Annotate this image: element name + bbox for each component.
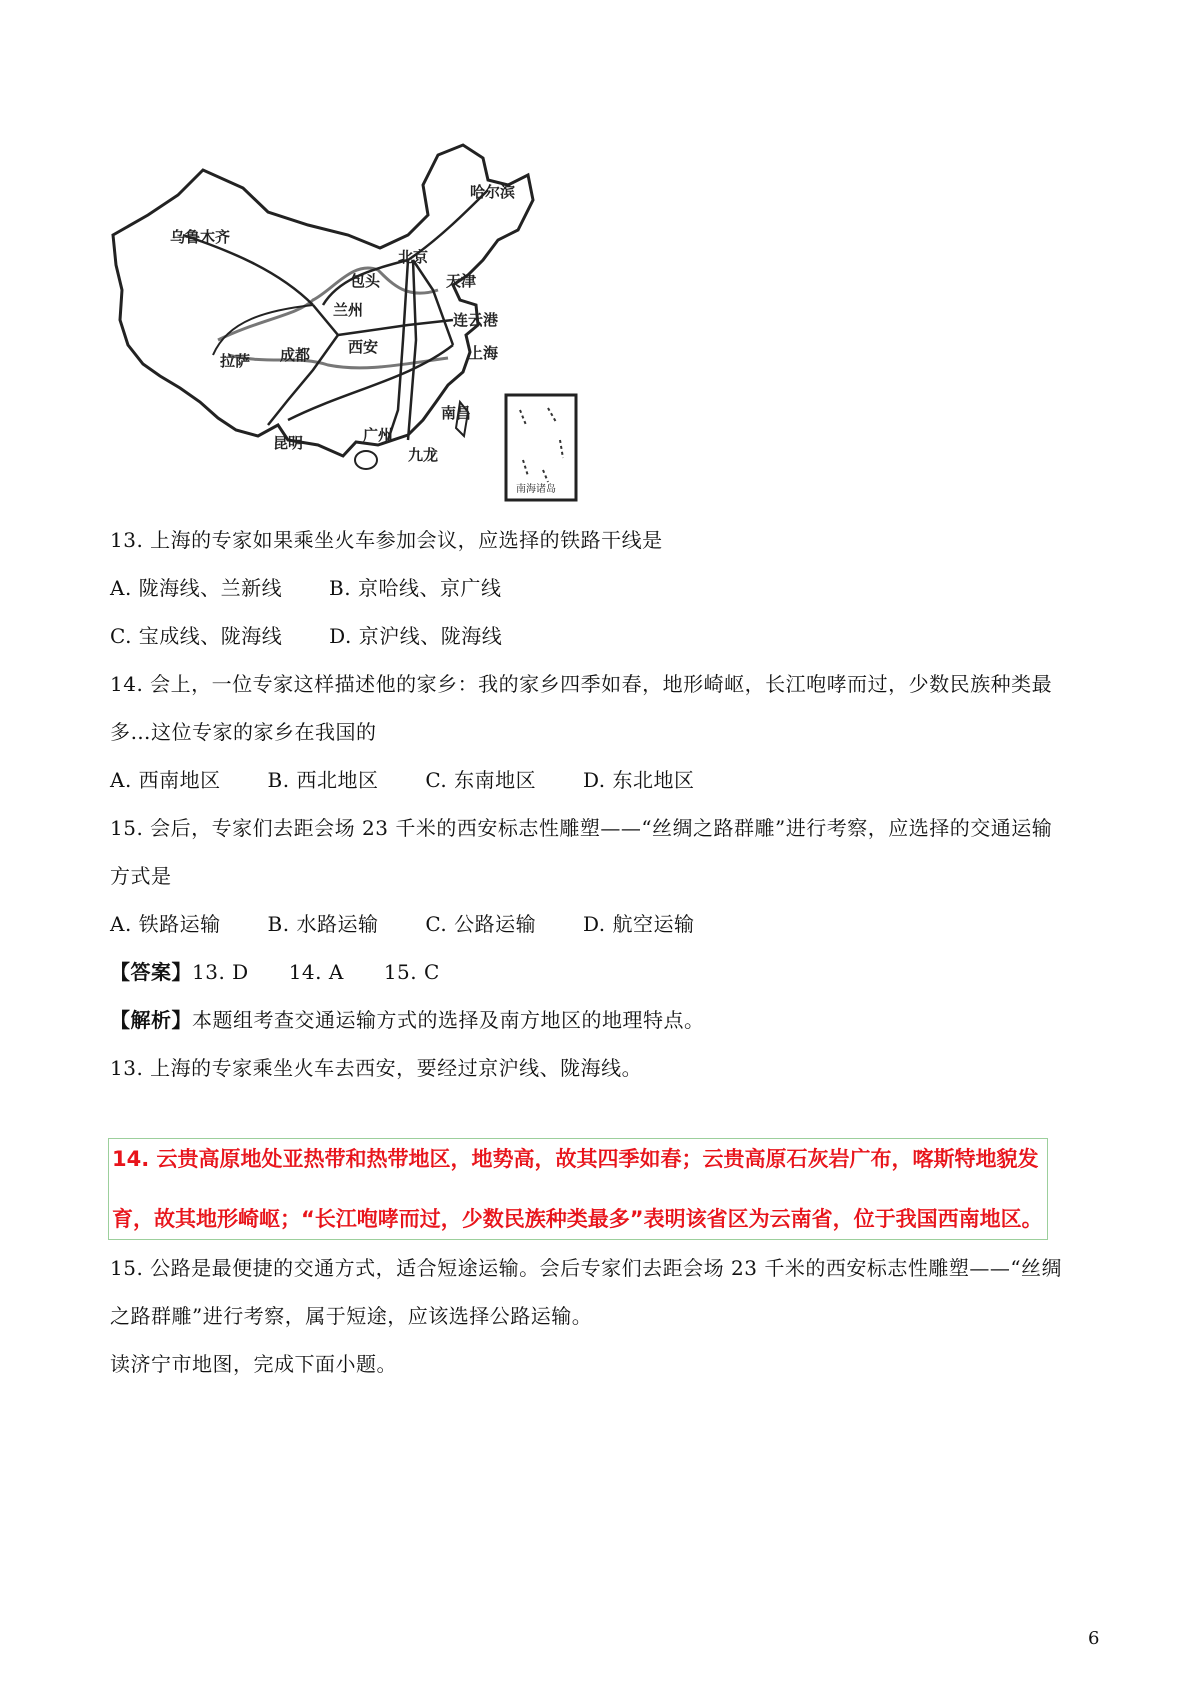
q15-options [110,910,735,938]
page-number: 6 [1088,1628,1100,1649]
answer-tag: 【答案】 [110,960,192,984]
q13-option-c: C. 宝成线、陇海线 [110,624,283,648]
analysis-intro: 本题组考查交通运输方式的选择及南方地区的地理特点。 [192,1008,705,1032]
answer-item: 13. D [192,960,249,984]
city-label: 乌鲁木齐 [170,228,231,246]
q15-option-a: A. 铁路运输 [110,912,221,936]
q15-option-d: D. 航空运输 [582,912,695,936]
city-label: 北京 [398,248,429,266]
q14-options [110,766,735,794]
q13-options-row2 [110,622,542,650]
inset-label: 南海诸岛 [516,484,556,495]
analysis-intro-line [110,1006,705,1034]
q14-option-d: D. 东北地区 [582,768,695,792]
china-map-figure [108,140,668,560]
city-label: 哈尔滨 [470,183,516,201]
q14-stem-line1: 14. 会上，一位专家这样描述他的家乡：我的家乡四季如春，地形崎岖，长江咆哮而过，少数民族种类最 [110,672,1053,696]
analysis-14-line2: 育，故其地形崎岖；“长江咆哮而过，少数民族种类最多”表明该省区为云南省，位于我国西南地区。 [112,1207,1043,1231]
analysis-tag: 【解析】 [110,1008,192,1032]
answer-line [110,958,440,986]
q13-option-b: B. 京哈线、京广线 [329,576,502,600]
china-railway-map [108,140,668,560]
city-label: 兰州 [333,301,364,319]
hainan-island [355,451,377,469]
q15-option-b: B. 水路运输 [267,912,379,936]
city-label: 天津 [446,272,477,290]
q14-option-a: A. 西南地区 [110,768,221,792]
city-label: 九龙 [408,446,439,464]
q13-stem: 13. 上海的专家如果乘坐火车参加会议，应选择的铁路干线是 [110,528,663,552]
q13-option-d: D. 京沪线、陇海线 [329,624,503,648]
city-label: 连云港 [453,311,499,329]
city-label: 南昌 [441,404,472,422]
q13-options-row1 [110,574,541,602]
rail-jingjiu [408,260,416,440]
analysis-15-line1: 15. 公路是最便捷的交通方式，适合短途运输。会后专家们去距会场 23 千米的西安标志性雕塑——“丝绸 [110,1256,1063,1280]
q15-stem-line2: 方式是 [110,864,172,888]
city-label: 广州 [363,426,394,444]
q15-stem-line1: 15. 会后，专家们去距会场 23 千米的西安标志性雕塑——“丝绸之路群雕”进行考察，应选择的交通运输 [110,816,1053,840]
city-label: 成都 [280,346,311,364]
next-section-intro: 读济宁市地图，完成下面小题。 [110,1352,397,1376]
q14-stem-line2: 多…这位专家的家乡在我国的 [110,720,377,744]
city-label: 西安 [348,338,379,356]
analysis-13: 13. 上海的专家乘坐火车去西安，要经过京沪线、陇海线。 [110,1056,643,1080]
answer-item: 15. C [383,960,440,984]
q14-option-c: C. 东南地区 [425,768,537,792]
answer-item: 14. A [288,960,344,984]
q14-option-b: B. 西北地区 [267,768,379,792]
analysis-14-line1: 14. 云贵高原地处亚热带和热带地区，地势高，故其四季如春；云贵高原石灰岩广布，喀斯特地貌发 [112,1147,1039,1171]
q15-option-c: C. 公路运输 [425,912,537,936]
q13-option-a: A. 陇海线、兰新线 [110,576,283,600]
analysis-15-line2: 之路群雕”进行考察，属于短途，应该选择公路运输。 [110,1304,593,1328]
city-label: 包头 [350,272,381,290]
rail-hukun [288,345,453,420]
city-label: 昆明 [273,434,304,452]
city-label: 拉萨 [220,352,251,370]
city-label: 上海 [468,344,499,362]
